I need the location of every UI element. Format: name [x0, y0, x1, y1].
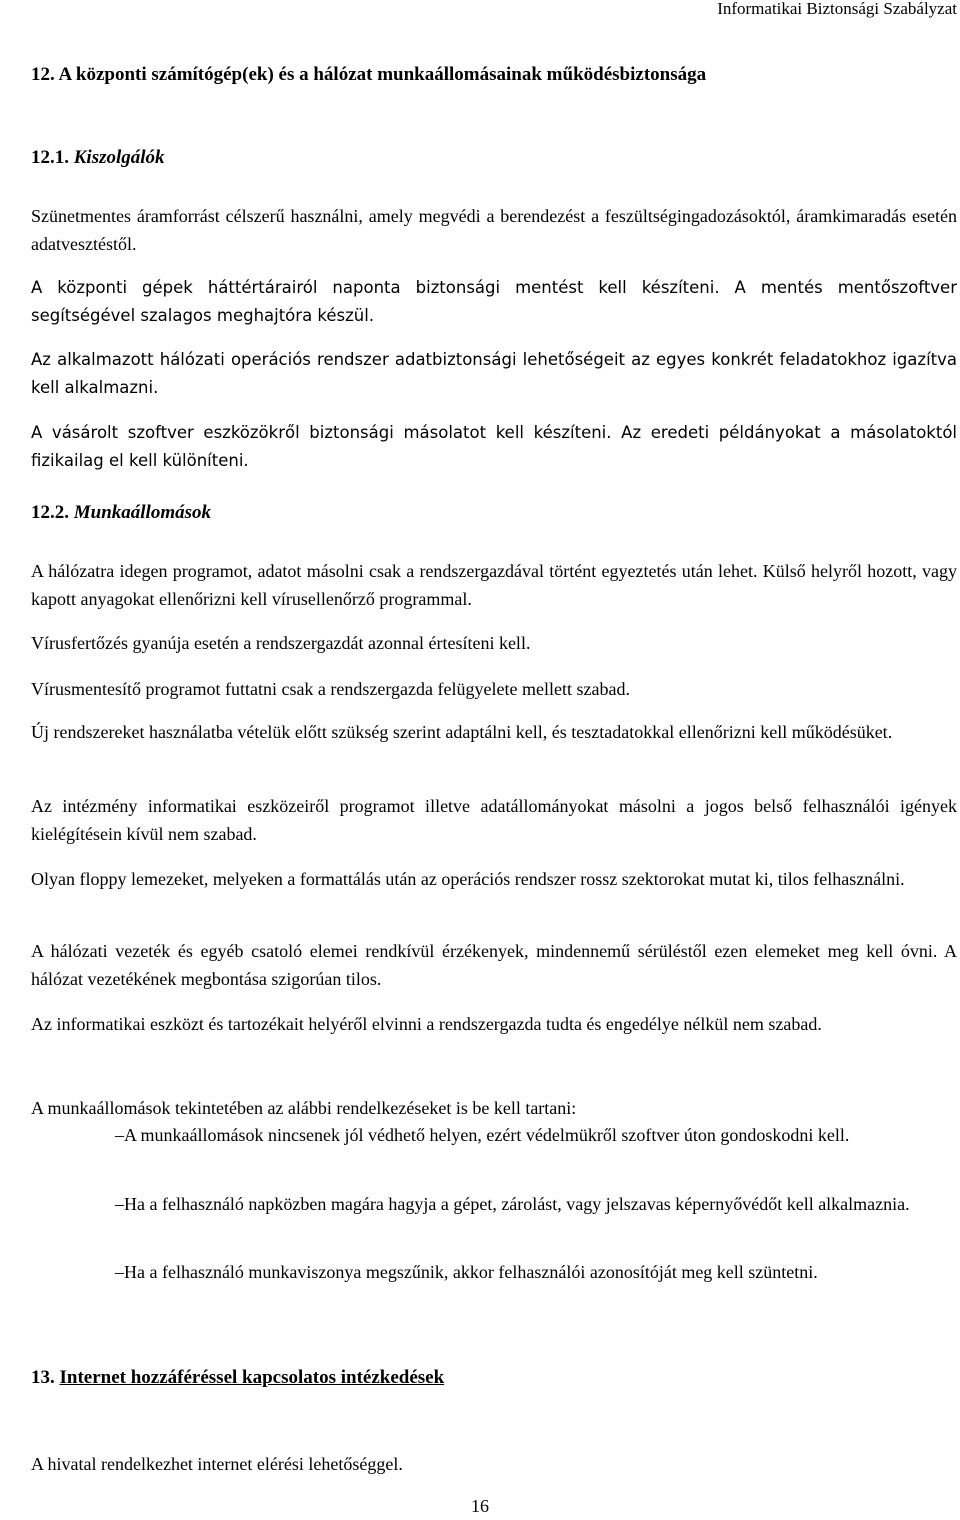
- running-header: Informatikai Biztonsági Szabályzat: [717, 0, 957, 18]
- bullet-text: Ha a felhasználó munkaviszonya megszűnik, akkor felhasználói azonosítóját meg kell szüntetni.: [124, 1262, 818, 1282]
- section-12-1-number: 12.1.: [31, 147, 69, 168]
- section-12-1-title: Kiszolgálók: [73, 147, 165, 168]
- paragraph: A hivatal rendelkezhet internet elérési lehetőséggel.: [31, 1454, 403, 1474]
- section-12-heading: 12. A központi számítógép(ek) és a hálózat munkaállomásainak működésbiztonsága: [31, 64, 707, 85]
- bullet-dash: –: [115, 1125, 124, 1145]
- paragraph: Az intézmény informatikai eszközeiről programot illetve adatállományokat másolni a jogos belső felhasználói igények kielégítésein kívül nem szabad.: [31, 796, 957, 844]
- paragraph: A hálózatra idegen programot, adatot másolni csak a rendszergazdával történt egyeztetés után lehet. Külső helyről hozott, vagy kapott anyagokat ellenőrizni kell vírusellenőrző programmal.: [31, 561, 957, 609]
- paragraph: Olyan floppy lemezeket, melyeken a formattálás után az operációs rendszer rossz szektorokat mutat ki, tilos felhasználni.: [31, 869, 905, 889]
- paragraph: Új rendszereket használatba vételük előtt szükség szerint adaptálni kell, és tesztadatokkal ellenőrizni kell működésüket.: [31, 722, 893, 742]
- paragraph: A központi gépek háttértárairól naponta biztonsági mentést kell készíteni. A mentés mentőszoftver segítségével szalagos meghajtóra készül.: [31, 278, 957, 325]
- section-13-number: 13.: [31, 1367, 55, 1388]
- bullet-text: Ha a felhasználó napközben magára hagyja a gépet, zárolást, vagy jelszavas képernyővédőt kell alkalmaznia.: [124, 1194, 910, 1214]
- bullet-item: [97, 1190, 957, 1218]
- bullet-dash: –: [115, 1262, 124, 1282]
- paragraph: A vásárolt szoftver eszközökről biztonsági másolatot kell készíteni. Az eredeti példányokat a másolatoktól fizikailag el kell különíteni.: [31, 423, 957, 470]
- section-12-1-heading: [31, 147, 165, 169]
- bullet-item: [97, 1121, 957, 1149]
- section-12-2-number: 12.2.: [31, 502, 69, 523]
- section-13-heading: [31, 1367, 444, 1389]
- section-13-title: Internet hozzáféréssel kapcsolatos intézkedések: [59, 1367, 445, 1388]
- bullet-text: A munkaállomások nincsenek jól védhető helyen, ezért védelmükről szoftver úton gondoskodni kell.: [124, 1125, 850, 1145]
- paragraph: Az alkalmazott hálózati operációs rendszer adatbiztonsági lehetőségeit az egyes konkrét feladatokhoz igazítva kell alkalmazni.: [31, 350, 957, 397]
- paragraph: Szünetmentes áramforrást célszerű használni, amely megvédi a berendezést a feszültségingadozásoktól, áramkimaradás esetén adatvesztéstől.: [31, 206, 957, 254]
- paragraph: Vírusmentesítő programot futtatni csak a rendszergazda felügyelete mellett szabad.: [31, 679, 630, 699]
- section-12-2-heading: [31, 502, 211, 524]
- paragraph: Vírusfertőzés gyanúja esetén a rendszergazdát azonnal értesíteni kell.: [31, 633, 531, 653]
- paragraph: Az informatikai eszközt és tartozékait helyéről elvinni a rendszergazda tudta és engedélye nélkül nem szabad.: [31, 1014, 822, 1034]
- section-12-2-title: Munkaállomások: [73, 502, 212, 523]
- paragraph: A hálózati vezeték és egyéb csatoló elemei rendkívül érzékenyek, mindennemű sérüléstől ezen elemeket meg kell óvni. A hálózat vezetékének megbontása szigorúan tilos.: [31, 941, 957, 989]
- page-number: 16: [471, 1496, 489, 1516]
- bullet-dash: –: [115, 1194, 124, 1214]
- list-intro: A munkaállomások tekintetében az alábbi rendelkezéseket is be kell tartani:: [31, 1098, 577, 1118]
- bullet-item: [97, 1258, 957, 1286]
